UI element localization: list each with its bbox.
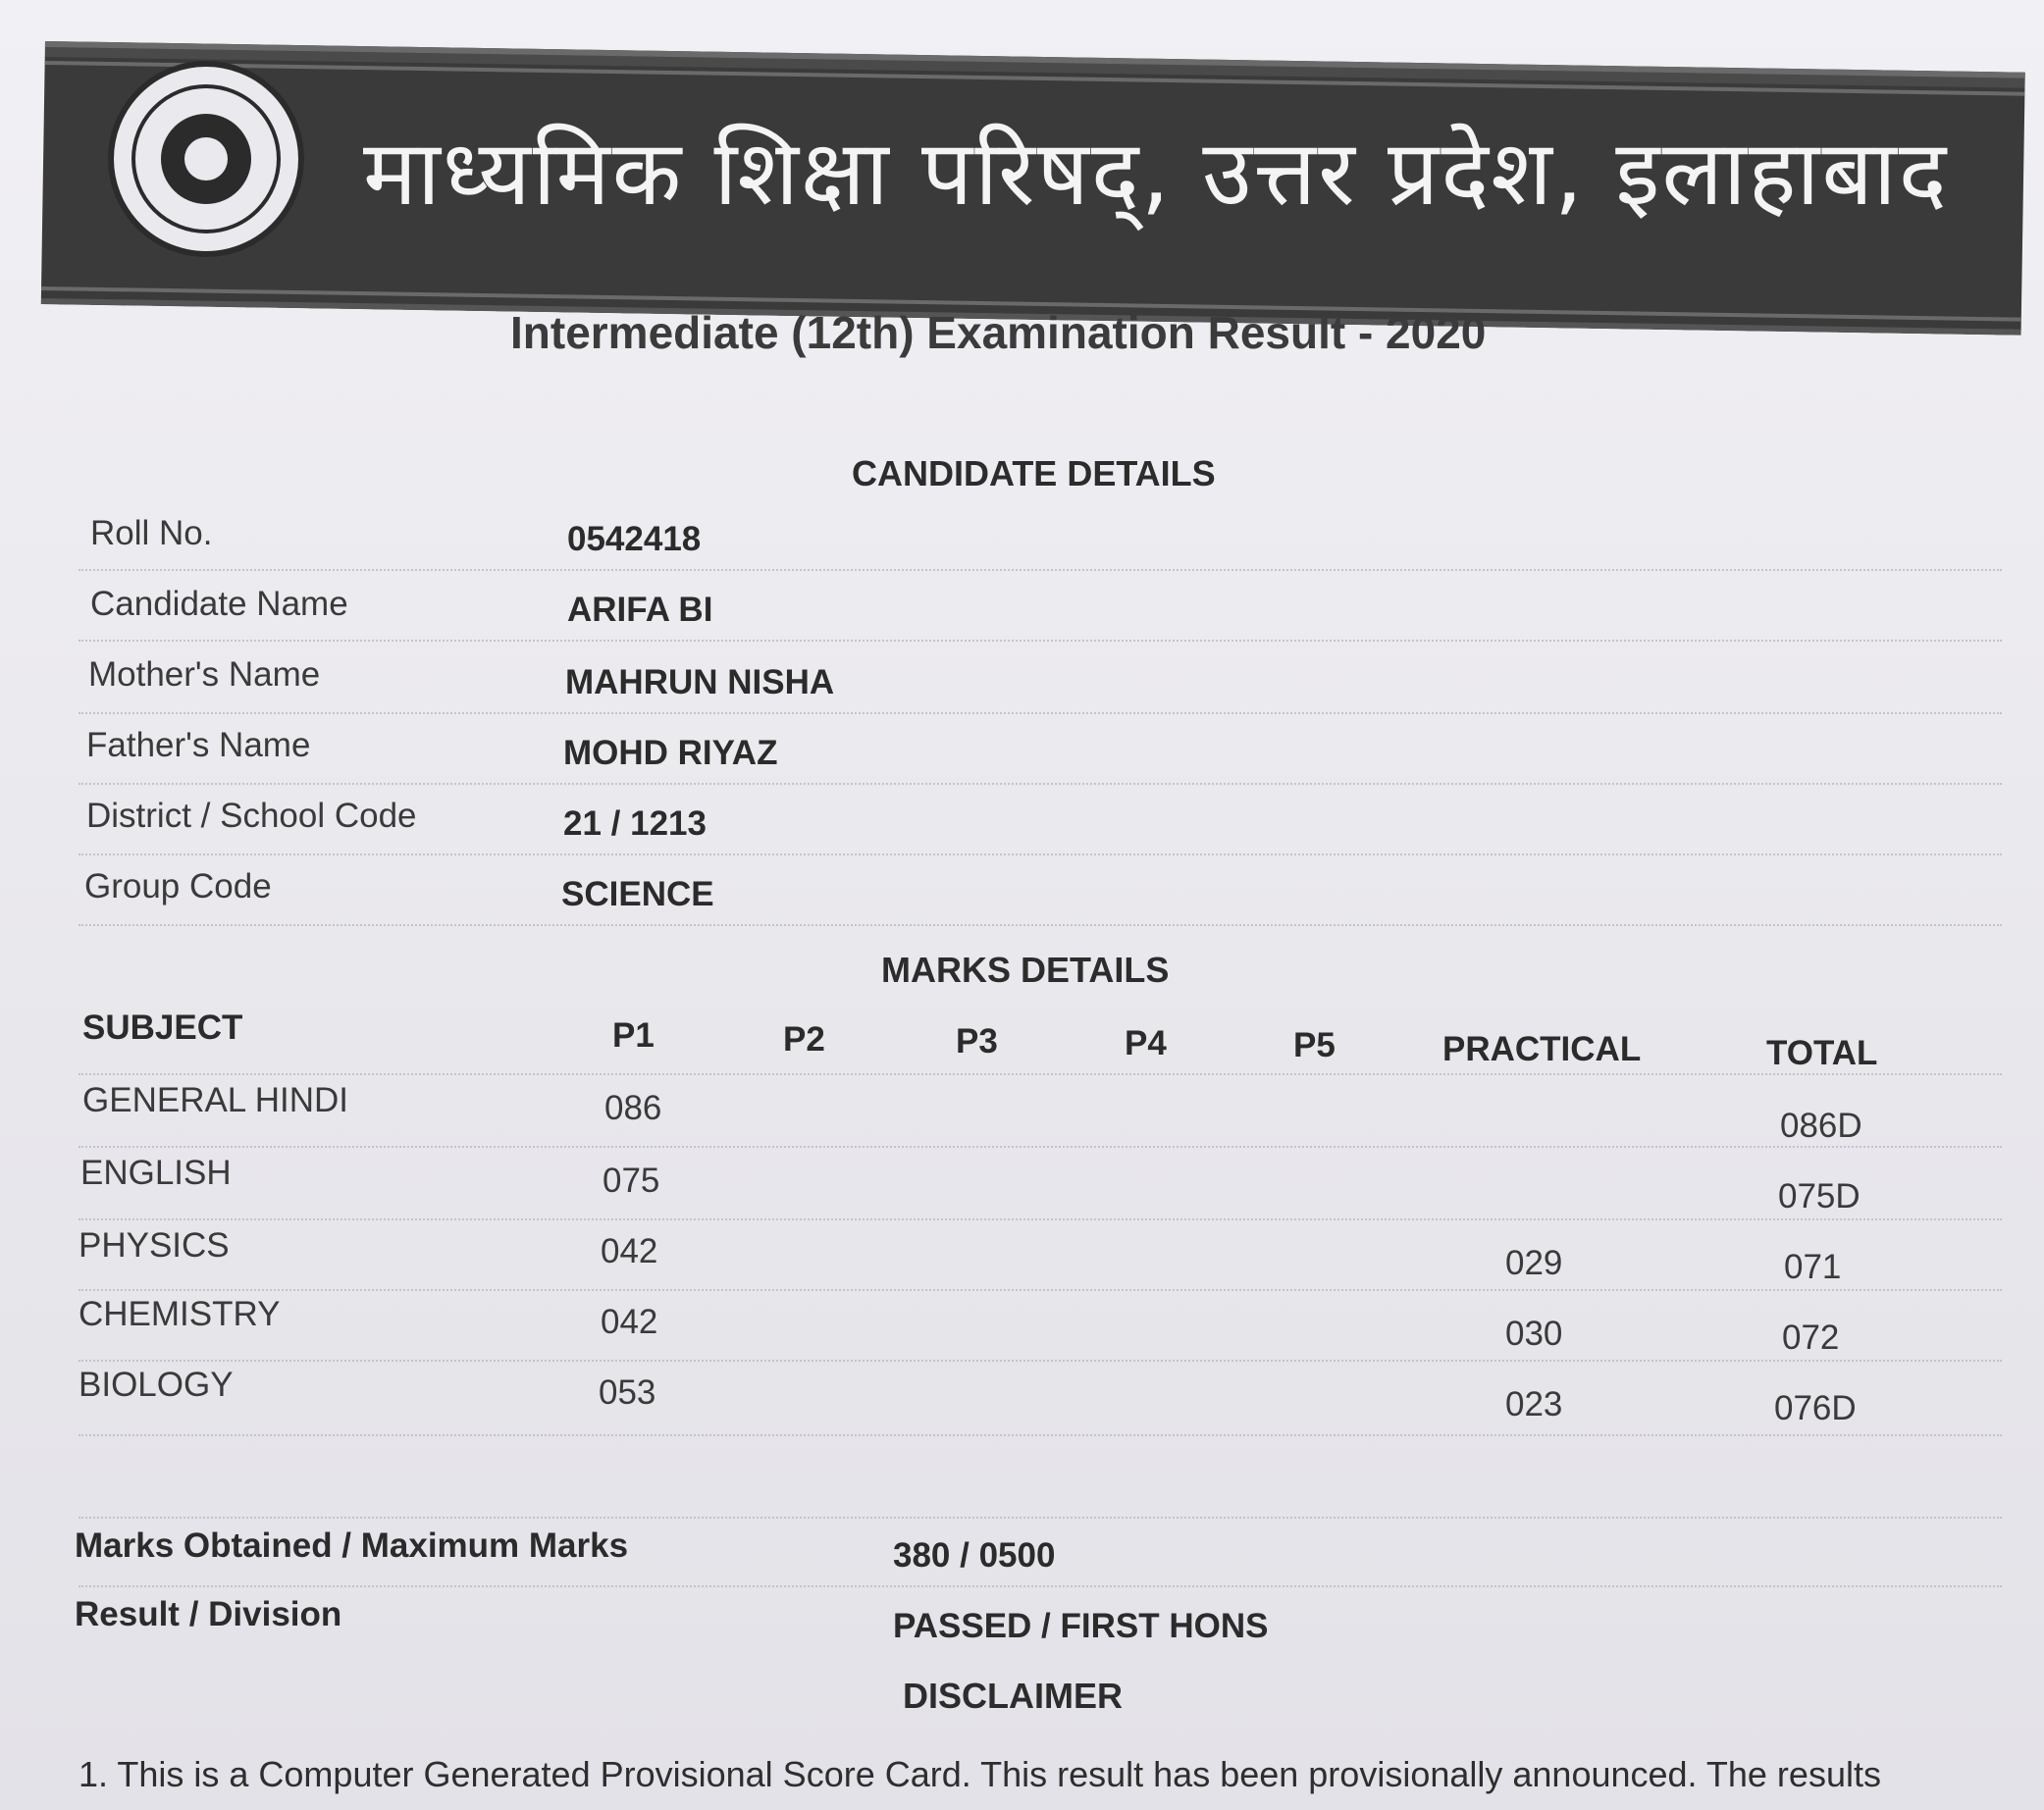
seal-core-inner — [184, 137, 228, 181]
board-seal-logo — [108, 61, 304, 257]
row-divider — [79, 1434, 2002, 1436]
subject-cell: GENERAL HINDI — [82, 1081, 348, 1119]
row-divider — [79, 1360, 2002, 1362]
row-divider — [79, 712, 2002, 714]
disclaimer-text: 1. This is a Computer Generated Provisional Score Card. This result has been provisionally announced. The results — [79, 1754, 1881, 1794]
subject-cell: PHYSICS — [79, 1226, 230, 1265]
col-header-subject: SUBJECT — [82, 1008, 243, 1047]
candidate-name-label: Candidate Name — [90, 585, 348, 623]
row-divider — [79, 783, 2002, 785]
district-school-code-label: District / School Code — [86, 797, 417, 835]
result-division-label: Result / Division — [75, 1595, 342, 1633]
mother-name-label: Mother's Name — [88, 655, 321, 694]
result-division-value: PASSED / FIRST HONS — [893, 1607, 1269, 1645]
row-divider — [79, 1073, 2002, 1075]
p1-cell: 053 — [599, 1373, 656, 1412]
subject-cell: BIOLOGY — [79, 1366, 234, 1404]
roll-no-label: Roll No. — [90, 514, 213, 552]
row-divider — [79, 853, 2002, 855]
disclaimer-heading: DISCLAIMER — [903, 1676, 1123, 1716]
father-name-value: MOHD RIYAZ — [563, 734, 778, 772]
practical-cell: 029 — [1505, 1244, 1563, 1282]
total-cell: 072 — [1782, 1319, 1840, 1357]
row-divider — [79, 1218, 2002, 1220]
col-header-p4: P4 — [1125, 1024, 1167, 1062]
row-divider — [79, 569, 2002, 571]
marks-obtained-value: 380 / 0500 — [893, 1536, 1056, 1575]
col-header-p1: P1 — [612, 1016, 655, 1055]
p1-cell: 042 — [601, 1303, 658, 1341]
practical-cell: 030 — [1505, 1315, 1563, 1353]
candidate-details-heading: CANDIDATE DETAILS — [852, 453, 1216, 493]
board-title: माध्यमिक शिक्षा परिषद्, उत्तर प्रदेश, इलाहाबाद — [363, 121, 1949, 226]
header-stripe — [45, 61, 2025, 96]
total-cell: 075D — [1778, 1177, 1861, 1215]
row-divider — [79, 1289, 2002, 1291]
col-header-total: TOTAL — [1766, 1034, 1878, 1072]
col-header-p3: P3 — [956, 1022, 998, 1060]
mother-name-value: MAHRUN NISHA — [565, 663, 835, 701]
row-divider — [79, 1585, 2002, 1587]
group-code-value: SCIENCE — [561, 875, 714, 913]
row-divider — [79, 924, 2002, 926]
father-name-label: Father's Name — [86, 726, 311, 764]
total-cell: 086D — [1780, 1107, 1862, 1145]
total-cell: 071 — [1784, 1248, 1842, 1286]
marks-obtained-label: Marks Obtained / Maximum Marks — [75, 1526, 629, 1565]
p1-cell: 086 — [604, 1089, 662, 1127]
row-divider — [79, 1517, 2002, 1519]
total-cell: 076D — [1774, 1389, 1857, 1427]
col-header-p2: P2 — [783, 1020, 825, 1059]
col-header-p5: P5 — [1293, 1026, 1336, 1064]
district-school-code-value: 21 / 1213 — [563, 804, 707, 843]
subject-cell: ENGLISH — [80, 1154, 232, 1192]
p1-cell: 075 — [603, 1162, 660, 1200]
marks-details-heading: MARKS DETAILS — [881, 950, 1170, 990]
candidate-name-value: ARIFA BI — [567, 591, 713, 629]
group-code-label: Group Code — [84, 867, 272, 905]
practical-cell: 023 — [1505, 1385, 1563, 1423]
row-divider — [79, 1146, 2002, 1148]
col-header-practical: PRACTICAL — [1442, 1030, 1642, 1068]
roll-no-value: 0542418 — [567, 520, 702, 558]
exam-title: Intermediate (12th) Examination Result - 2020 — [510, 307, 1487, 358]
subject-cell: CHEMISTRY — [79, 1295, 281, 1333]
p1-cell: 042 — [601, 1232, 658, 1270]
row-divider — [79, 640, 2002, 642]
